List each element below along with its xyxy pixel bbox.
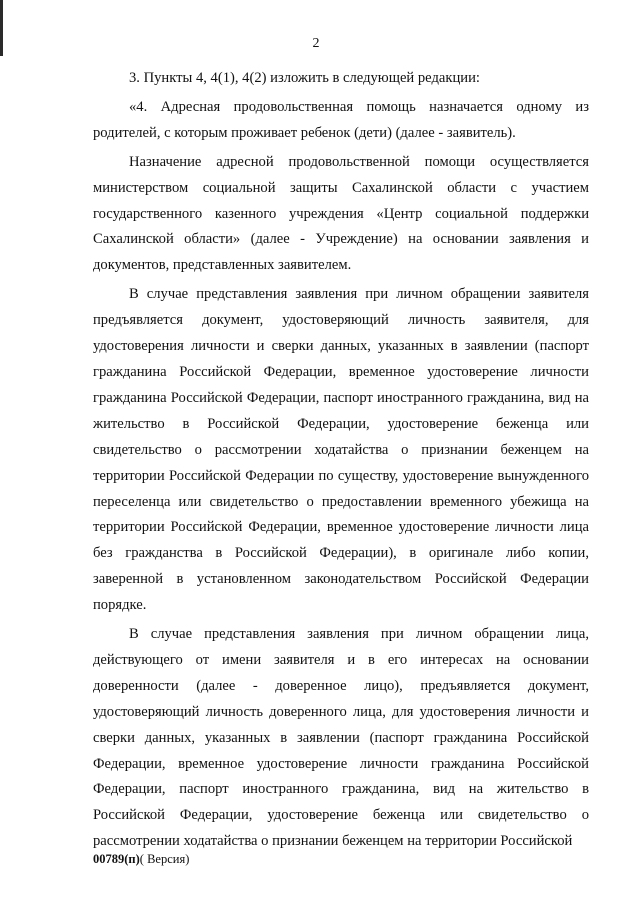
paragraph-amendment-intro: 3. Пункты 4, 4(1), 4(2) изложить в следующей редакции: (129, 70, 480, 86)
footer (93, 852, 189, 867)
paragraph-personal-application: В случае представления заявления при личном обращении заявителя предъявляется документ, удостоверяющий личность заявителя, для удостоверения личности и сверки данных, указанных в заявлении (паспорт гражданина Российской Федерации, временное удостоверение личности гражданина Российской Федерации, паспорт иностранного гражданина, вид на жительство в Российской Федерации, удостоверение беженца или свидетельство о рассмотрении ходатайства о признании беженцем на территории Российской Федерации по существу, удостоверение вынужденного переселенца или свидетельство о предоставлении временного убежища на территории Российской Федерации, временное удостоверение личности лица без гражданства в Российской Федерации), в оригинале либо копии, заверенной в установленном законодательством Российской Федерации порядке. (93, 286, 589, 614)
paragraph-assignment: Назначение адресной продовольственной помощи осуществляется министерством социальной защиты Сахалинской области с участием государственного казенного учреждения «Центр социальной поддержки Сахалинской области» (далее - Учреждение) на основании заявления и документов, представленных заявителем. (93, 153, 589, 274)
document-code: 00789(п) (93, 852, 140, 866)
paragraph-proxy-application: В случае представления заявления при личном обращении лица, действующего от имени заявителя и в его интересах на основании доверенности (далее - доверенное лицо), предъявляется документ, удостоверяющий личность доверенного лица, для удостоверения личности и сверки данных, указанных в заявлении (паспорт гражданина Российской Федерации, временное удостоверение личности гражданина Российской Федерации, паспорт иностранного гражданина, вид на жительство в Российской Федерации, удостоверение беженца или свидетельство о рассмотрении ходатайства о признании беженцем на территории Российской (93, 626, 589, 850)
document-version: ( Версия) (139, 852, 190, 866)
document-body (93, 66, 589, 855)
paragraph-point-4: «4. Адресная продовольственная помощь назначается одному из родителей, с которым проживает ребенок (дети) (далее - заявитель). (93, 98, 589, 141)
page-number: 2 (312, 36, 320, 51)
